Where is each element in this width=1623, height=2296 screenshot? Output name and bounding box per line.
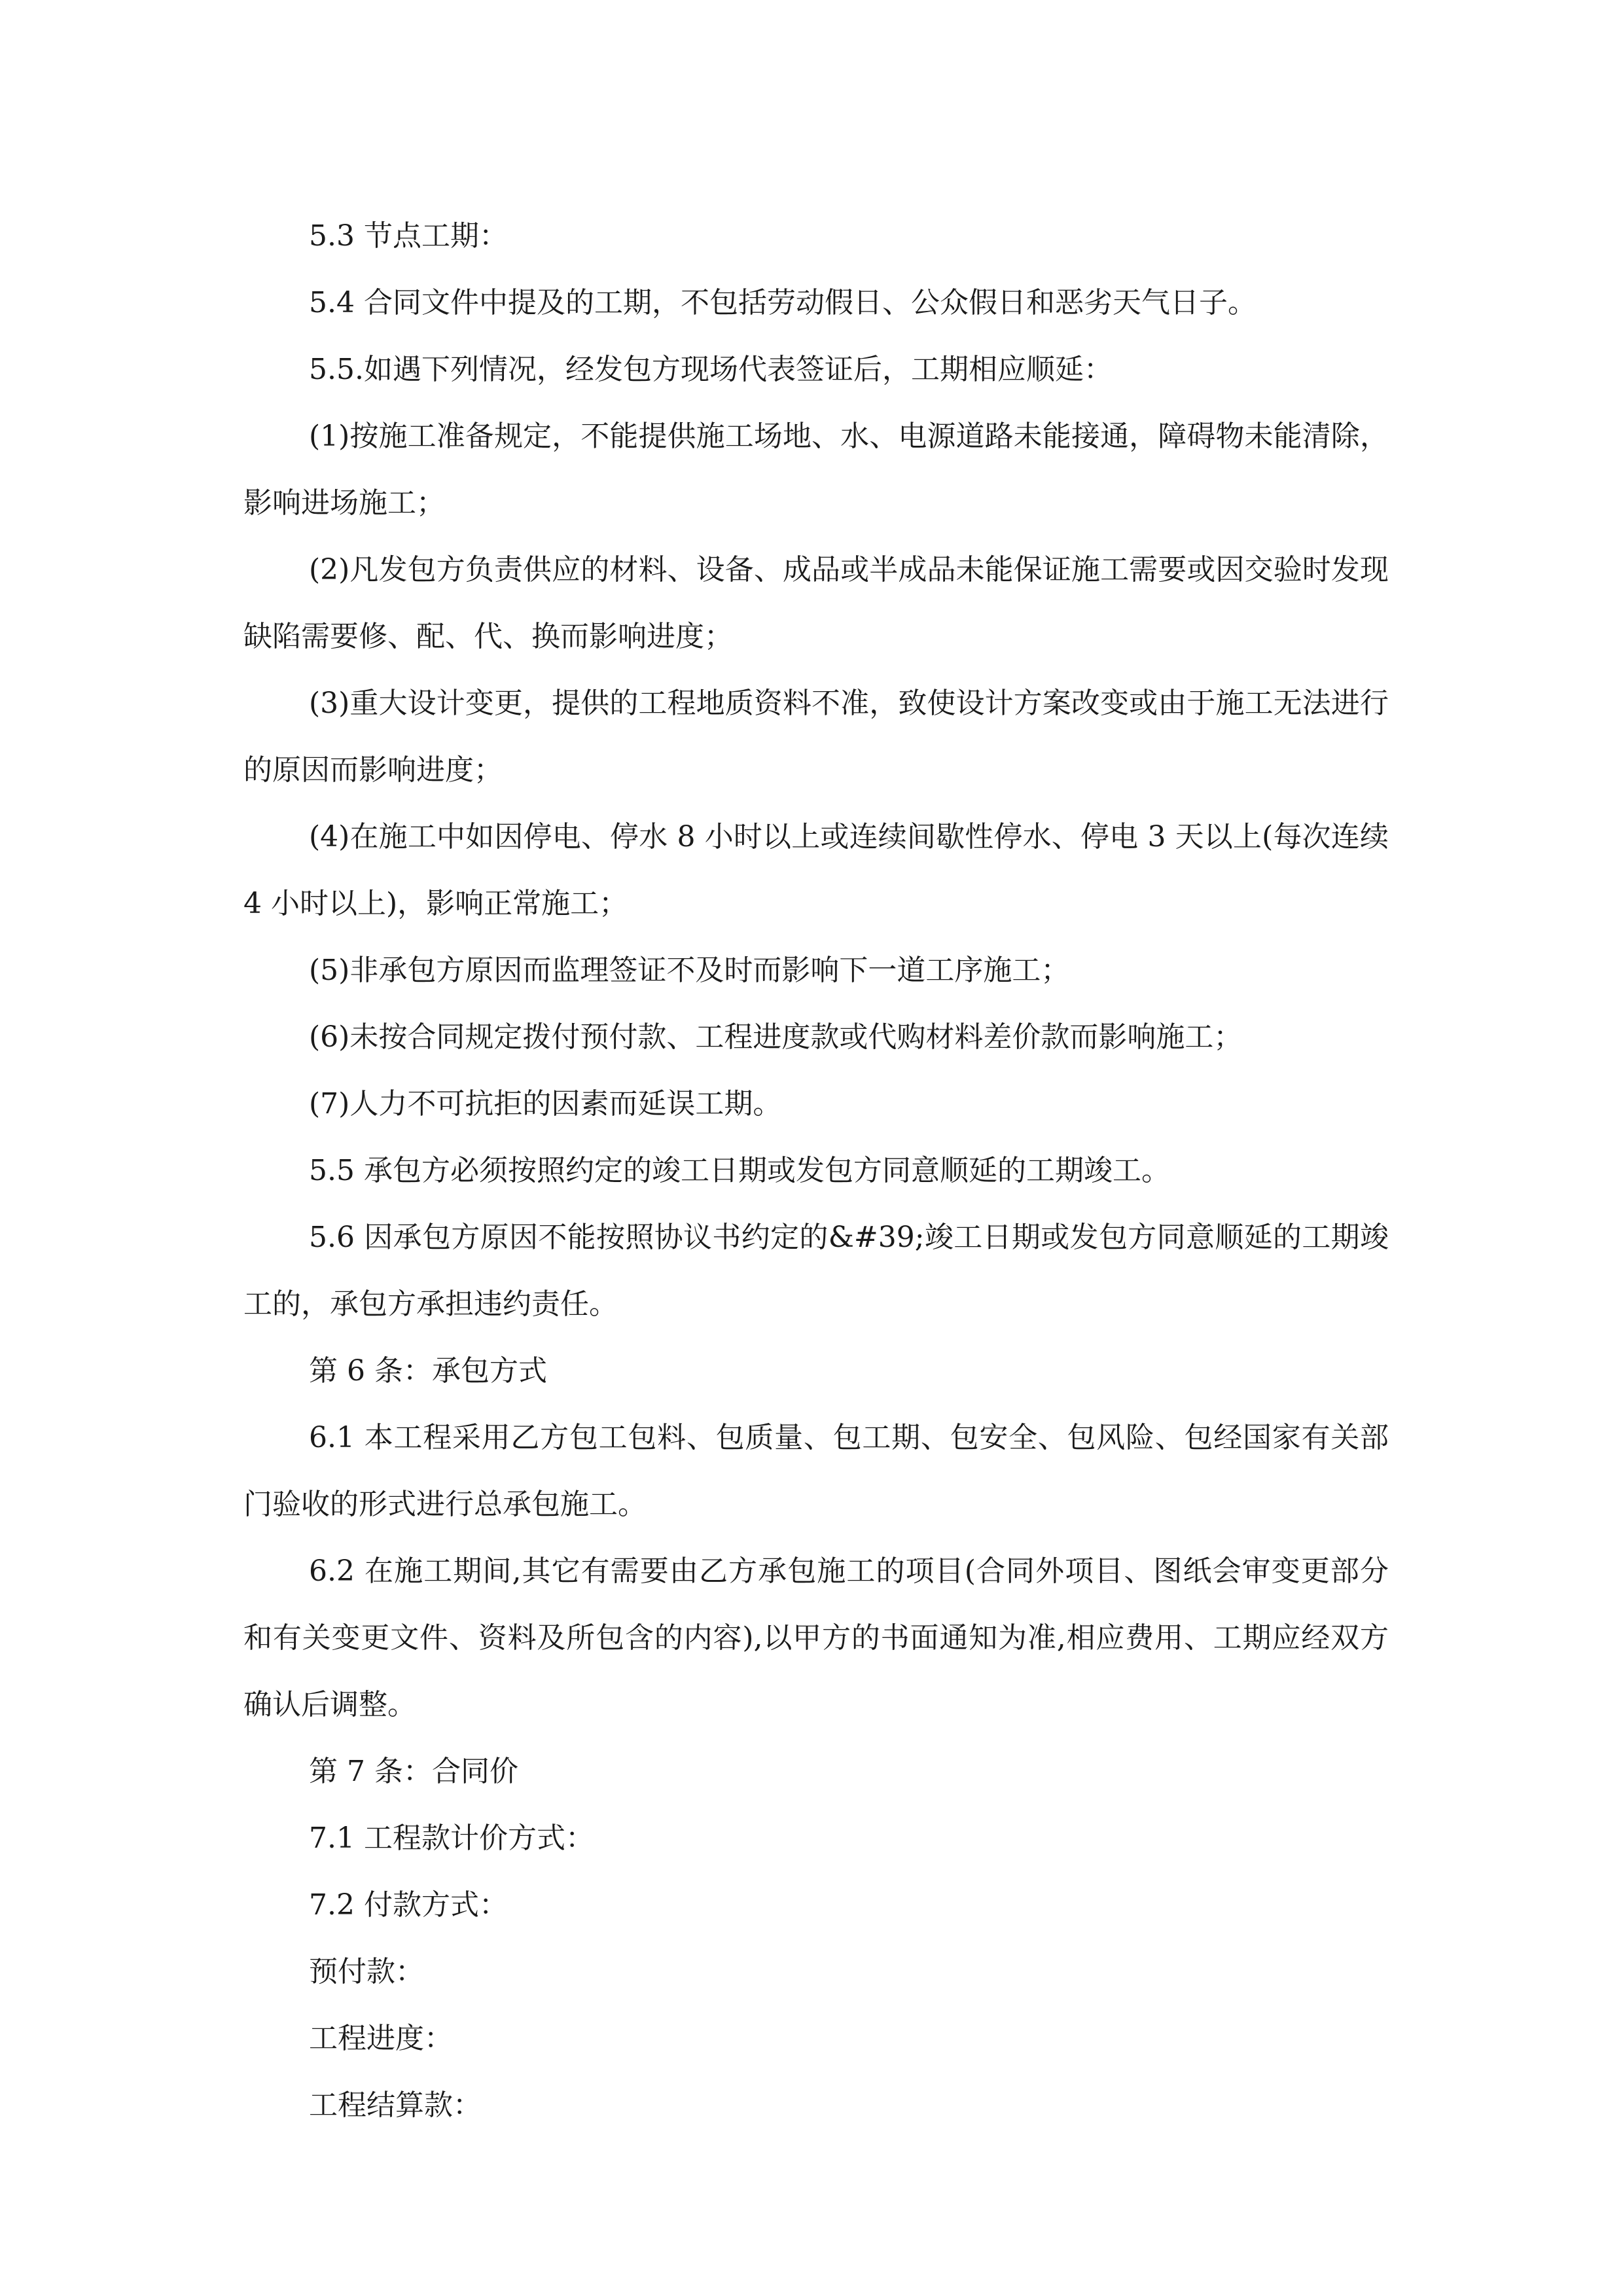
article-7-heading: 第 7 条：合同价 [309,1755,518,1788]
article-6-heading: 第 6 条：承包方式 [309,1354,547,1388]
clause-5-3: 5.3 节点工期： [309,219,508,253]
clause-item-3: (3)重大设计变更，提供的工程地质资料不准，致使设计方案改变或由于施工无法进行的原因而影响进度； [243,687,1389,787]
clause-item-1: (1)按施工准备规定，不能提供施工场地、水、电源道路未能接通，障碍物未能清除，影响进场施工； [243,420,1389,520]
clause-6-1: 6.1 本工程采用乙方包工包料、包质量、包工期、包安全、包风险、包经国家有关部门验收的形式进行总承包施工。 [243,1421,1389,1521]
clause-item-7: (7)人力不可抗拒的因素而延误工期。 [309,1087,782,1121]
clause-item-6: (6)未按合同规定拨付预付款、工程进度款或代购材料差价款而影响施工； [309,1020,1243,1054]
document-body [243,203,1389,2139]
clause-7-1: 7.1 工程款计价方式： [309,1821,594,1855]
clause-5-5-completion: 5.5 承包方必须按照约定的竣工日期或发包方同意顺延的工期竣工。 [309,1154,1170,1187]
progress-payment-line: 工程进度： [309,2022,453,2055]
clause-5-5-intro: 5.5.如遇下列情况，经发包方现场代表签证后，工期相应顺延： [309,353,1113,386]
clause-item-5: (5)非承包方原因而监理签证不及时而影响下一道工序施工； [309,954,1070,987]
clause-7-2: 7.2 付款方式： [309,1888,508,1922]
clause-6-2: 6.2 在施工期间,其它有需要由乙方承包施工的项目(合同外项目、图纸会审变更部分和有关变更文件、资料及所包含的内容),以甲方的书面通知为准,相应费用、工期应经双方确认后调整。 [243,1554,1389,1721]
clause-item-2: (2)凡发包方负责供应的材料、设备、成品或半成品未能保证施工需要或因交验时发现缺陷需要修、配、代、换而影响进度； [243,553,1389,653]
clause-item-4: (4)在施工中如因停电、停水 8 小时以上或连续间歇性停水、停电 3 天以上(每次连续 4 小时以上)，影响正常施工； [243,820,1389,920]
settlement-payment-line: 工程结算款： [309,2089,482,2122]
clause-5-4: 5.4 合同文件中提及的工期，不包括劳动假日、公众假日和恶劣天气日子。 [309,286,1257,319]
clause-5-6: 5.6 因承包方原因不能按照协议书约定的&#39;竣工日期或发包方同意顺延的工期竣工的，承包方承担违约责任。 [243,1221,1389,1321]
advance-payment-line: 预付款： [309,1955,424,1988]
